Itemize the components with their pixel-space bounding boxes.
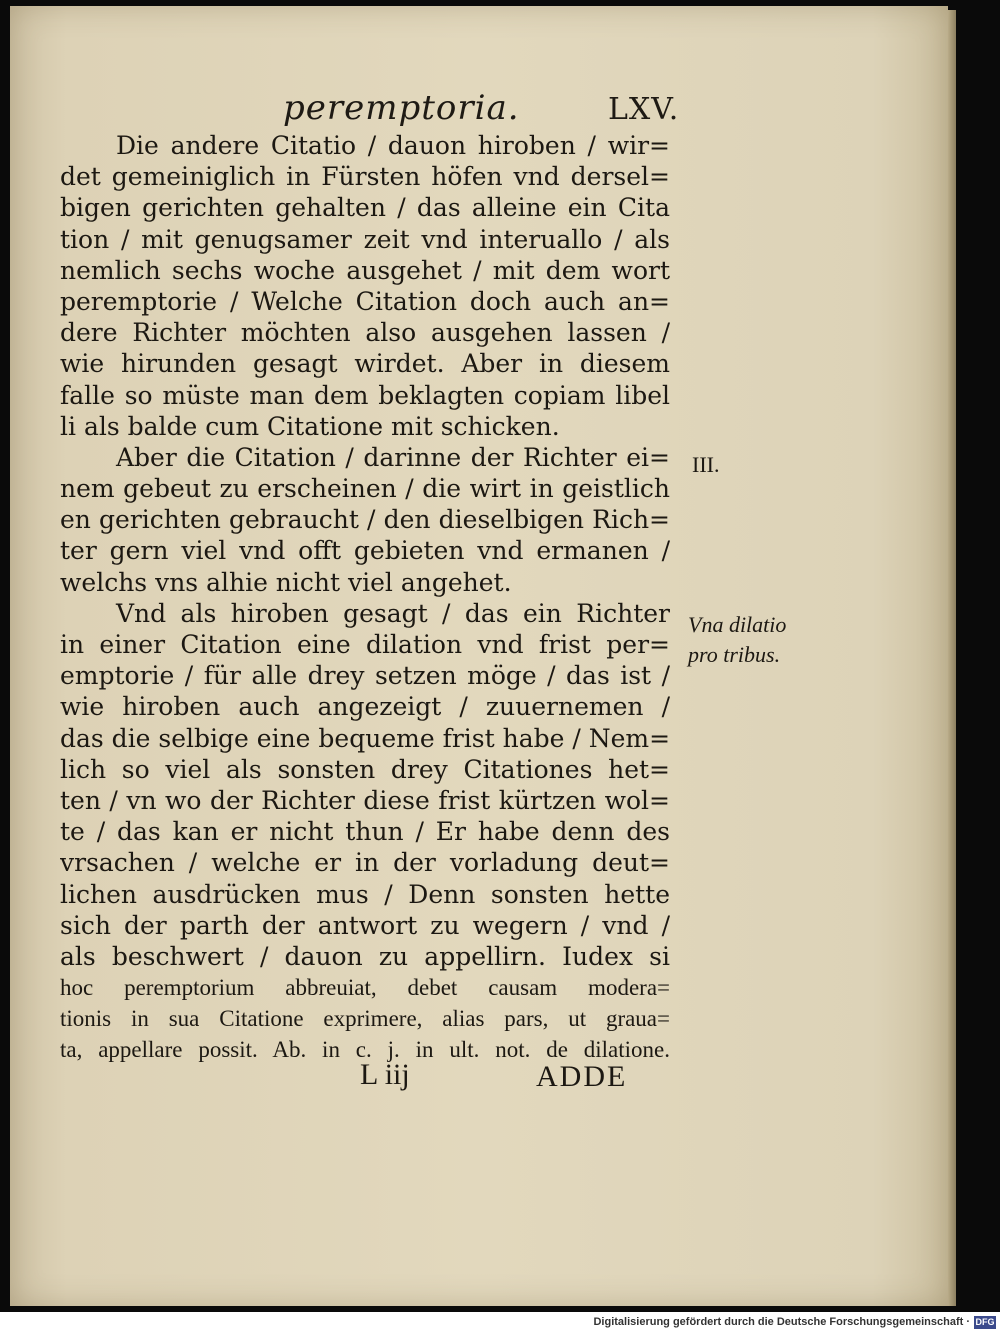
text-line: als beschwert / dauon zu appellirn. Iudex si xyxy=(60,941,670,971)
text-line: tion / mit genugsamer zeit vnd interuallo / als xyxy=(60,224,670,254)
text-line: welchs vns alhie nicht viel angehet. xyxy=(60,567,512,597)
text-line: ter gern viel vnd offt gebieten vnd ermanen / xyxy=(60,536,670,566)
text-line: das die selbige eine bequeme frist habe / Nem= xyxy=(60,723,670,753)
text-line: falle so müste man dem beklagten copiam libel xyxy=(60,380,670,410)
main-text xyxy=(60,130,670,1066)
margin-note-numeral: III. xyxy=(692,452,720,477)
text-line: nem gebeut zu erscheinen / die wirt in geistlich xyxy=(60,474,670,504)
folio-number: LXV. xyxy=(608,92,680,127)
text-line-latin: hoc peremptorium abbreuiat, debet causam modera= xyxy=(60,975,670,1001)
text-line: Aber die Citation / darinne der Richter ei= xyxy=(116,442,670,472)
page-edge xyxy=(948,10,956,1306)
text-line: dere Richter möchten also ausgehen lassen / xyxy=(60,318,670,348)
text-line: nemlich sechs woche ausgehet / mit dem wort xyxy=(60,255,670,285)
text-line: en gerichten gebraucht / den dieselbigen Rich= xyxy=(60,505,670,535)
margin-note-dilatio xyxy=(688,610,786,670)
text-line: wie hirunden gesagt wirdet. Aber in diesem xyxy=(60,349,670,379)
signature-mark: L iij xyxy=(360,1058,410,1091)
text-line: lich so viel als sonsten drey Citationes het= xyxy=(60,754,670,784)
text-line: emptorie / für alle drey setzen möge / das ist / xyxy=(60,661,670,691)
margin-note-line: Vna dilatio xyxy=(688,612,787,637)
text-line: wie hiroben auch angezeigt / zuuernemen / xyxy=(60,692,670,722)
text-line: Vnd als hiroben gesagt / das ein Richter xyxy=(116,598,670,628)
text-line: te / das kan er nicht thun / Er habe denn des xyxy=(60,817,670,847)
dfg-logo-icon: DFG xyxy=(975,1317,995,1327)
running-title: peremptoria. xyxy=(283,88,520,128)
text-line: peremptorie / Welche Citation doch auch an= xyxy=(60,286,670,316)
text-line: vrsachen / welche er in der vorladung deut= xyxy=(60,848,670,878)
footer-bar xyxy=(0,1312,1000,1335)
text-line-latin: ta, appellare possit. Ab. in c. j. in ult. not. de dilatione. xyxy=(60,1037,670,1063)
text-line: lichen ausdrücken mus / Denn sonsten hette xyxy=(60,879,670,909)
text-line: det gemeiniglich in Fürsten höfen vnd dersel= xyxy=(60,162,670,192)
text-line: ten / vn wo der Richter diese frist kürtzen wol= xyxy=(60,785,670,815)
text-line: Die andere Citatio / dauon hiroben / wir= xyxy=(116,131,670,160)
catchword: ADDE xyxy=(536,1060,628,1093)
text-line: sich der parth der antwort zu wegern / vnd / xyxy=(60,910,670,940)
text-line: li als balde cum Citatione mit schicken. xyxy=(60,411,560,441)
text-line: in einer Citation eine dilation vnd frist per= xyxy=(60,630,670,659)
margin-note-line: pro tribus. xyxy=(688,642,781,667)
funding-credit: Digitalisierung gefördert durch die Deutsche Forschungsgemeinschaft · xyxy=(593,1316,970,1328)
text-line: bigen gerichten gehalten / das alleine ein Cita xyxy=(60,193,670,223)
text-line-latin: tionis in sua Citatione exprimere, alias pars, ut graua= xyxy=(60,1006,670,1032)
